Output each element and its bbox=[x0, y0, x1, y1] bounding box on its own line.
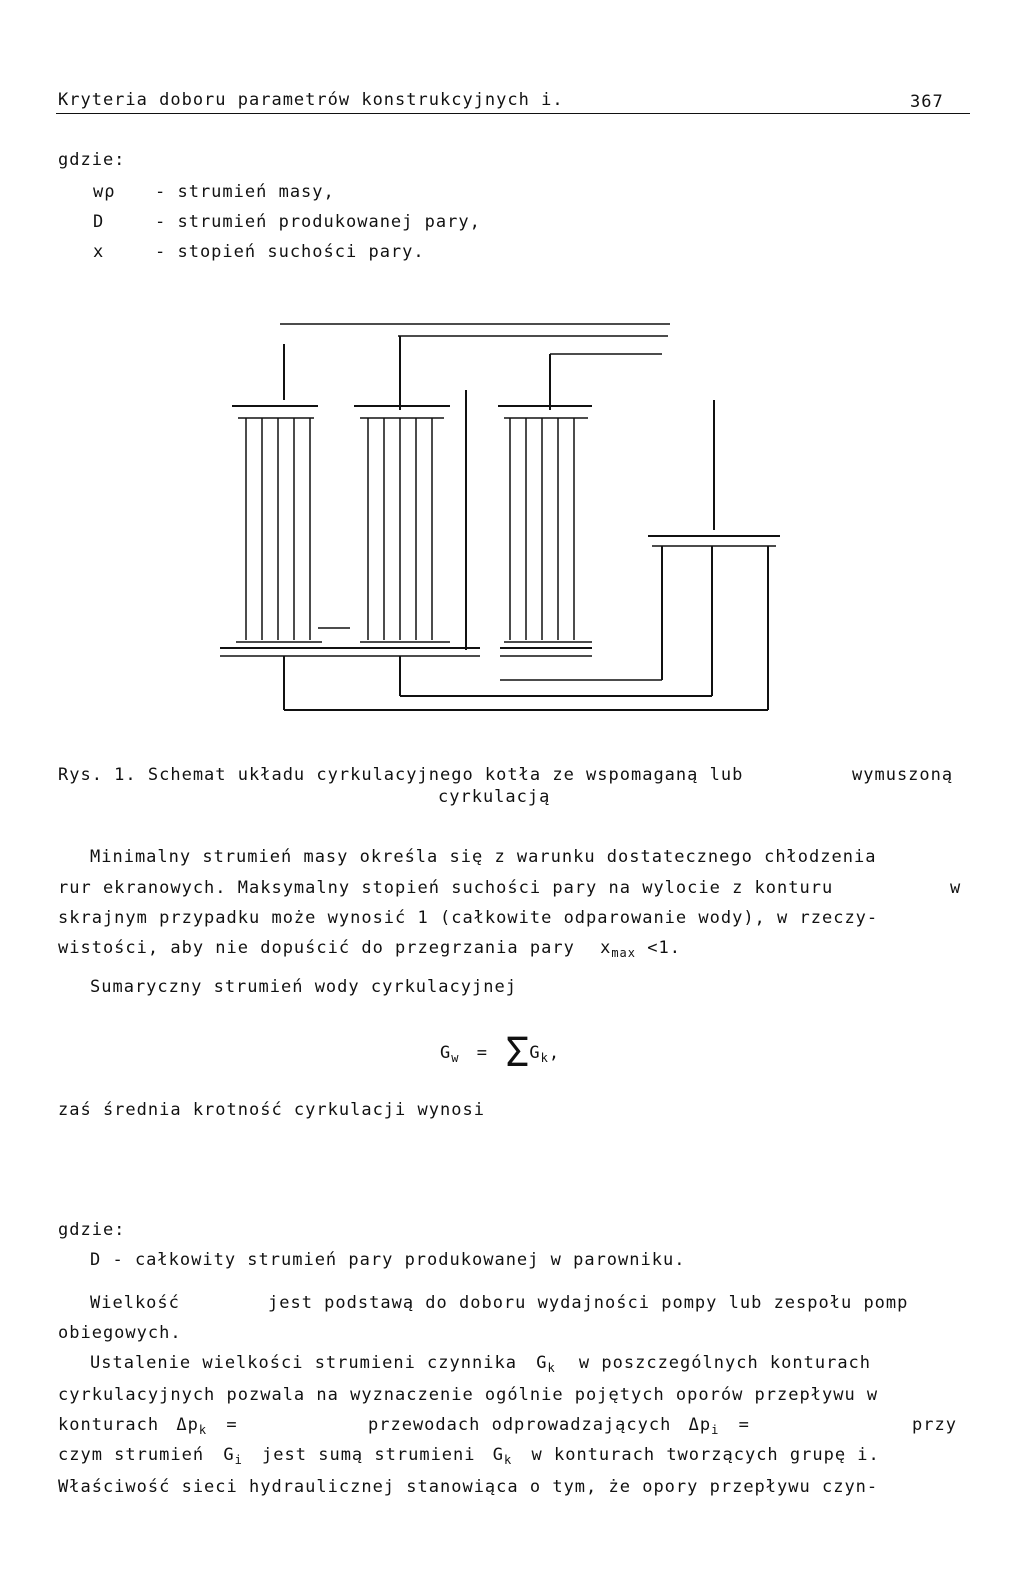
body-text: skrajnym przypadku może wynosić 1 (całkowite odparowanie wody), w rzeczy- bbox=[58, 908, 879, 928]
eq-gk: G bbox=[529, 1043, 541, 1063]
legend-text: - stopień suchości pary. bbox=[155, 242, 425, 262]
x-max-symbol bbox=[600, 938, 636, 958]
tube-bank-1 bbox=[246, 418, 310, 640]
gi-i: i bbox=[234, 1453, 243, 1467]
eq-g: G bbox=[440, 1043, 452, 1063]
gi-symbol bbox=[223, 1445, 242, 1465]
legend-symbol: wρ bbox=[93, 182, 116, 202]
body-text bbox=[368, 1415, 750, 1437]
body-text: rur ekranowych. Maksymalny stopień suchości pary na wylocie z konturu bbox=[58, 878, 834, 898]
gk-g: G bbox=[536, 1353, 548, 1373]
legend-item bbox=[93, 182, 335, 202]
circulation-schematic bbox=[200, 310, 800, 730]
max-subscript: max bbox=[611, 946, 636, 960]
body-text: zaś średnia krotność cyrkulacji wynosi bbox=[58, 1100, 485, 1120]
dpi-i: i bbox=[711, 1423, 720, 1437]
legend-item bbox=[93, 212, 481, 232]
body-text-segment: Ustalenie wielkości strumieni czynnika bbox=[90, 1353, 517, 1373]
gk2-symbol bbox=[493, 1445, 512, 1465]
body-text-segment: czym strumień bbox=[58, 1445, 205, 1465]
body-text bbox=[90, 1353, 871, 1375]
inequality: <1. bbox=[647, 938, 681, 958]
figure-caption-end: wymuszoną bbox=[852, 765, 954, 785]
body-text-segment: wistości, aby nie dopuścić do przegrzania pary bbox=[58, 938, 575, 958]
header-rule bbox=[56, 113, 970, 114]
body-text-segment: przewodach odprowadzających bbox=[368, 1415, 672, 1435]
body-text: cyrkulacyjnych pozwala na wyznaczenie ogólnie pojętych oporów przepływu w bbox=[58, 1385, 879, 1405]
page-number: 367 bbox=[910, 92, 944, 112]
x-symbol: x bbox=[600, 938, 612, 958]
gi-g: G bbox=[223, 1445, 235, 1465]
equation-gw bbox=[440, 1030, 561, 1076]
figure-caption-line2: cyrkulacją bbox=[438, 787, 551, 807]
tube-bank-2 bbox=[368, 418, 432, 640]
tube-bank-3 bbox=[510, 418, 574, 640]
legend-symbol: x bbox=[93, 242, 105, 262]
figure-caption: Rys. 1. Schemat układu cyrkulacyjnego kotła ze wspomaganą lub bbox=[58, 765, 744, 785]
dpi: Δp bbox=[688, 1415, 712, 1435]
body-text-segment: jest sumą strumieni bbox=[262, 1445, 476, 1465]
dp-k: k bbox=[198, 1423, 208, 1437]
running-header: Kryteria doboru parametrów konstrukcyjnych i. bbox=[58, 90, 564, 110]
legend-text: - strumień masy, bbox=[155, 182, 335, 202]
dpi-symbol bbox=[689, 1415, 720, 1435]
dp: Δp bbox=[176, 1415, 199, 1435]
body-text bbox=[58, 938, 681, 960]
body-text: gdzie: bbox=[58, 1220, 126, 1240]
body-text: Wielkość bbox=[90, 1293, 180, 1313]
body-text bbox=[58, 1415, 238, 1437]
eq-equals: = bbox=[476, 1043, 488, 1063]
dpk-symbol bbox=[176, 1415, 207, 1435]
body-text bbox=[58, 1445, 880, 1467]
eq-sign: = bbox=[738, 1415, 750, 1435]
body-text-segment: konturach bbox=[58, 1415, 160, 1435]
gk-k: k bbox=[547, 1361, 556, 1375]
body-text: Właściwość sieci hydraulicznej stanowiąca o tym, że opory przepływu czyn- bbox=[58, 1477, 879, 1497]
legend-intro: gdzie: bbox=[58, 150, 126, 170]
body-text: przy bbox=[912, 1415, 957, 1435]
gk2-k: k bbox=[504, 1453, 513, 1467]
legend-symbol: D bbox=[93, 212, 105, 232]
body-text: jest podstawą do doboru wydajności pompy lub zespołu pomp bbox=[268, 1293, 909, 1313]
gk2-g: G bbox=[492, 1445, 505, 1465]
sigma-icon: Σ bbox=[505, 1030, 530, 1076]
body-text: obiegowych. bbox=[58, 1323, 182, 1343]
eq-w-sub: w bbox=[451, 1051, 460, 1065]
body-text: D - całkowity strumień pary produkowanej w parowniku. bbox=[90, 1250, 686, 1270]
body-text: Sumaryczny strumień wody cyrkulacyjnej bbox=[90, 977, 517, 997]
legend-item bbox=[93, 242, 425, 262]
body-text-segment: w konturach tworzących grupę i. bbox=[531, 1445, 880, 1465]
body-text: Minimalny strumień masy określa się z warunku dostatecznego chłodzenia bbox=[90, 847, 877, 867]
gk-symbol bbox=[536, 1353, 555, 1373]
eq-k-sub: k bbox=[540, 1051, 549, 1065]
body-text-segment: w poszczególnych konturach bbox=[578, 1353, 872, 1373]
eq-comma: , bbox=[548, 1043, 561, 1063]
eq-sign: = bbox=[226, 1415, 238, 1435]
body-text: w bbox=[950, 878, 962, 898]
legend-text: - strumień produkowanej pary, bbox=[155, 212, 481, 232]
